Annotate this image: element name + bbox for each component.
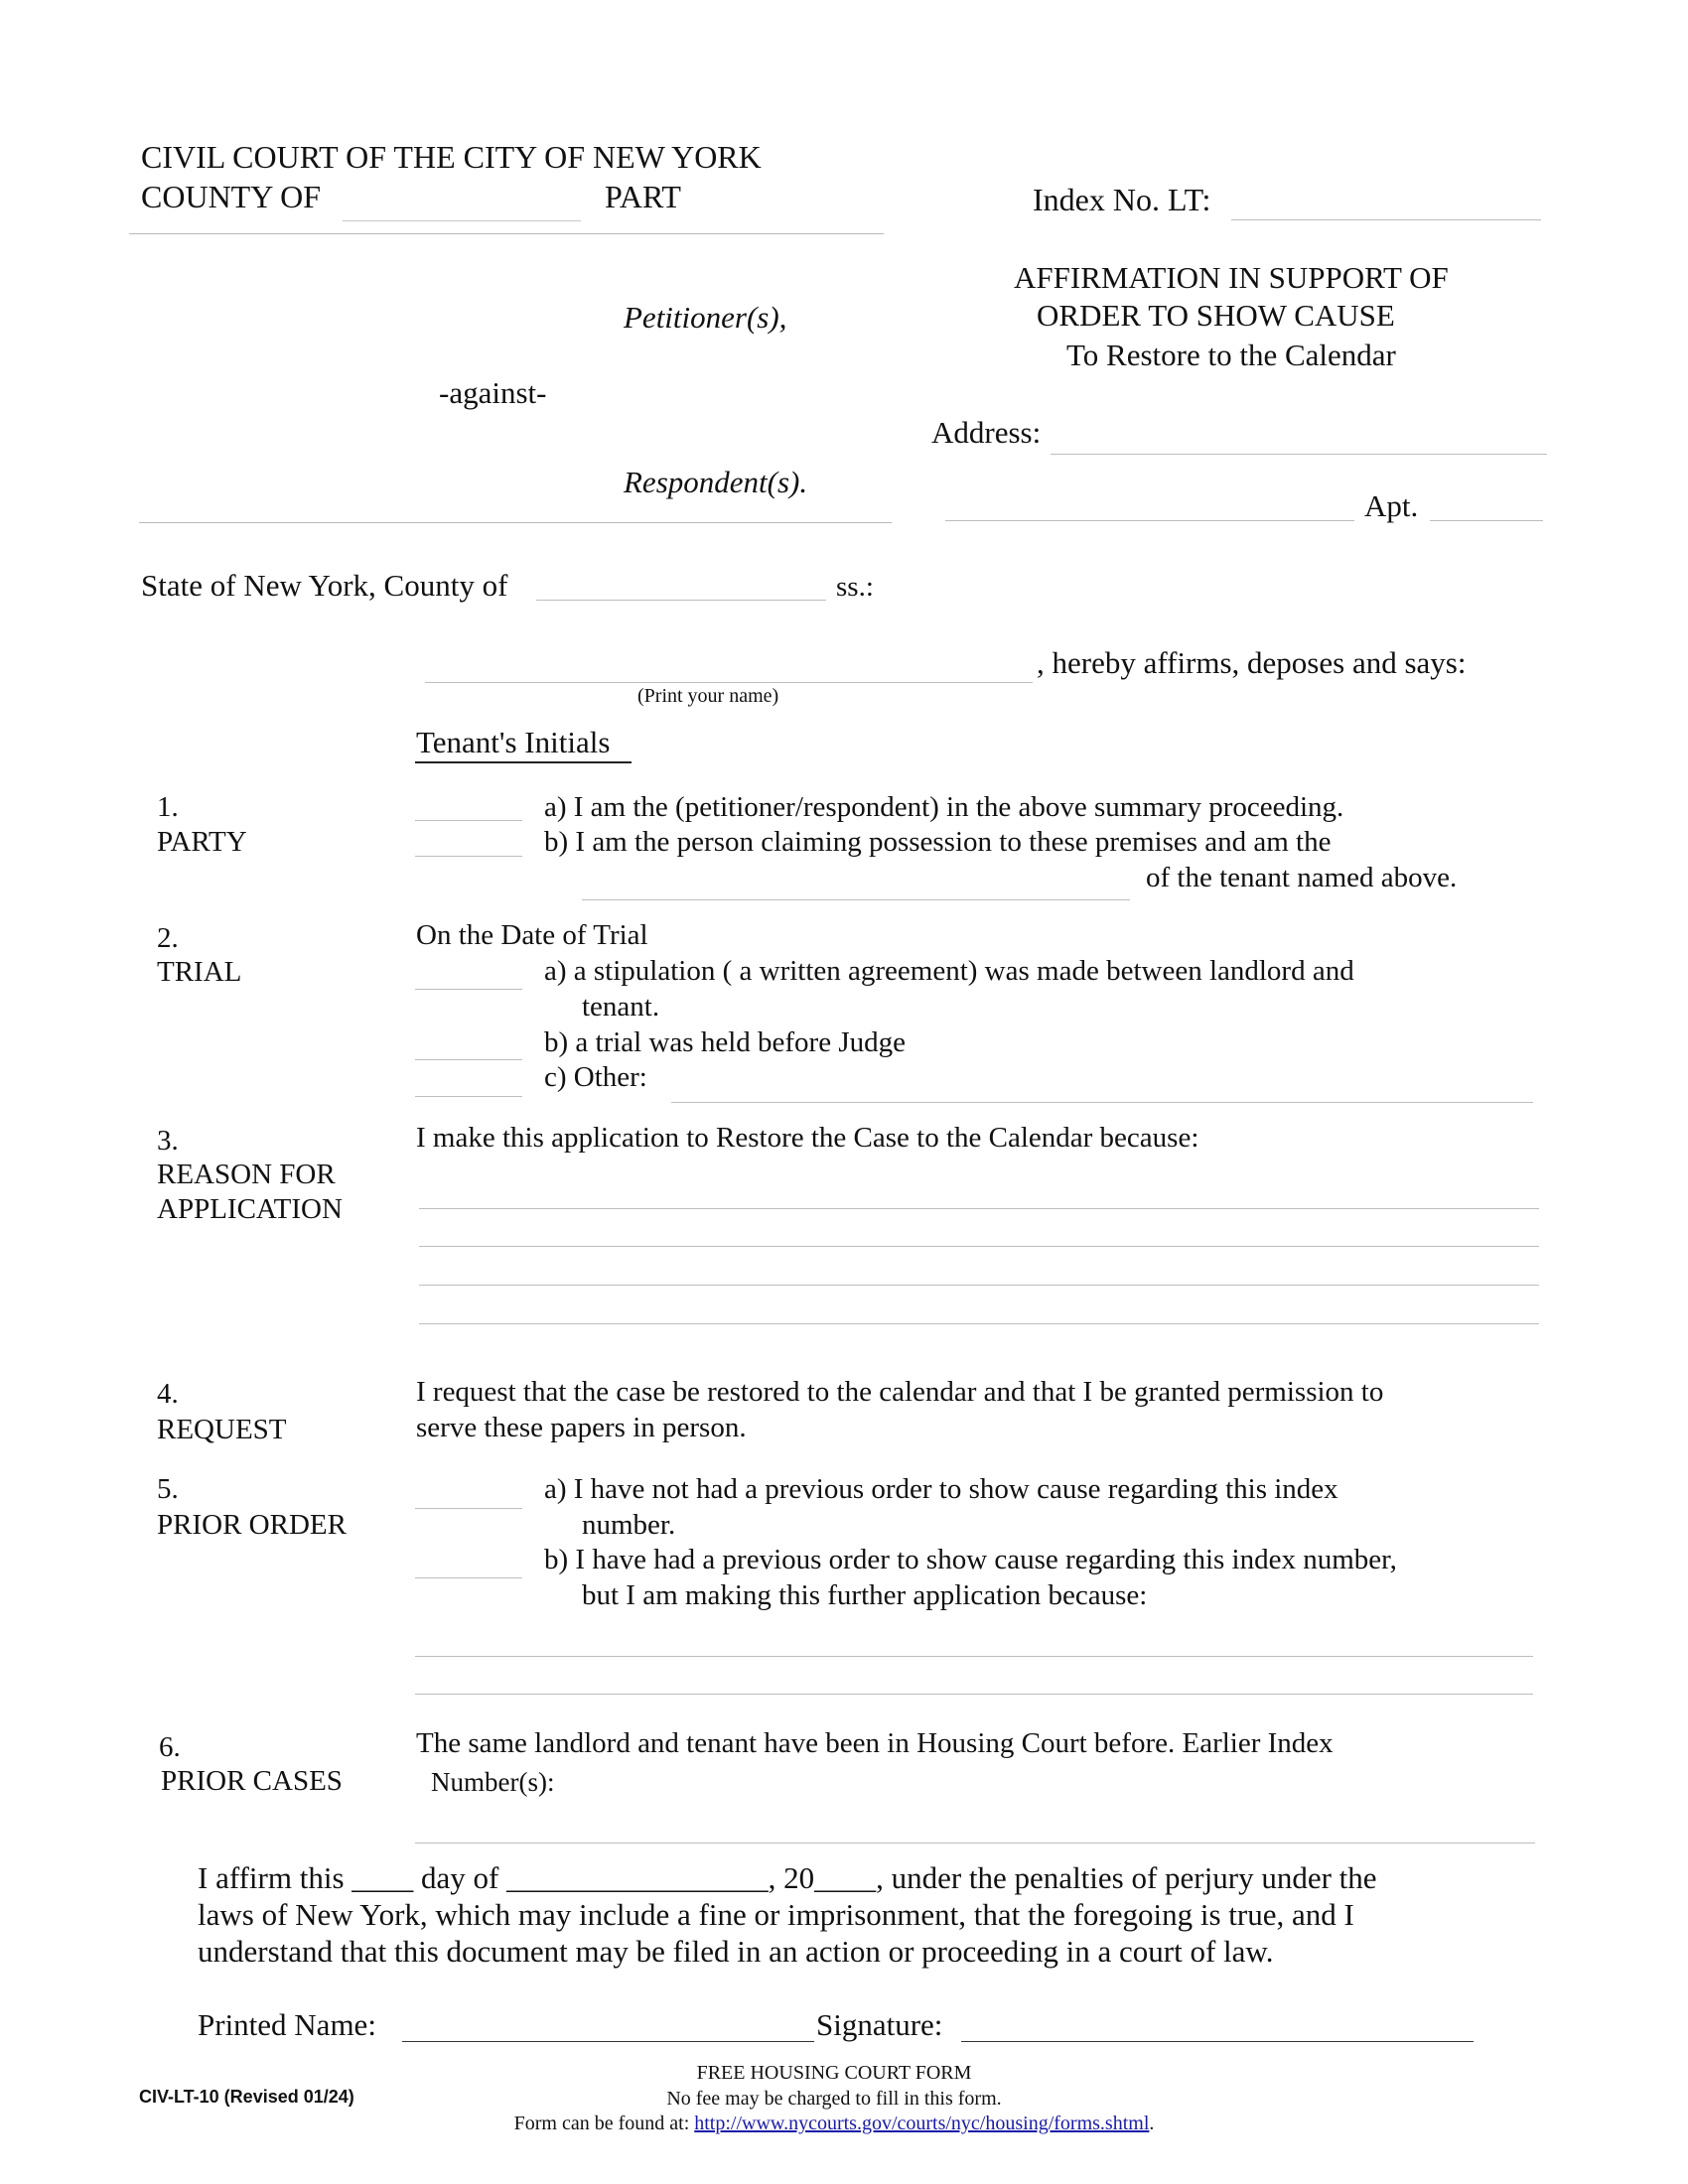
caption-divider bbox=[139, 522, 892, 523]
section-5-title: PRIOR ORDER bbox=[157, 1509, 347, 1541]
signature-label: Signature: bbox=[816, 2007, 943, 2042]
found-at-label: Form can be found at: bbox=[513, 2113, 690, 2134]
initials-field-5a[interactable] bbox=[415, 1508, 522, 1509]
title-line-1: AFFIRMATION IN SUPPORT OF bbox=[1014, 260, 1449, 295]
index-label: Index No. LT: bbox=[1033, 182, 1211, 217]
title-line-3: To Restore to the Calendar bbox=[1066, 338, 1396, 372]
state-county-label: State of New York, County of bbox=[141, 568, 508, 603]
address-field-line-2[interactable] bbox=[945, 520, 1354, 521]
section-6-title: PRIOR CASES bbox=[161, 1765, 343, 1797]
affirm-line-1: I affirm this ____ day of _________________, 20____, under the penalties of perjury under the bbox=[198, 1860, 1377, 1895]
address-field[interactable] bbox=[1051, 454, 1547, 455]
section-2-number: 2. bbox=[157, 922, 179, 954]
prior-order-a: a) I have not had a previous order to show cause regarding this index bbox=[544, 1473, 1338, 1505]
section-4-title: REQUEST bbox=[157, 1414, 287, 1445]
initials-field-1a[interactable] bbox=[415, 820, 522, 821]
initials-field-2c[interactable] bbox=[415, 1096, 522, 1097]
section-5-number: 5. bbox=[157, 1473, 179, 1505]
section-1-title: PARTY bbox=[157, 826, 247, 858]
prior-cases-line-1: The same landlord and tenant have been in Housing Court before. Earlier Index bbox=[416, 1727, 1334, 1759]
affirms-text: , hereby affirms, deposes and says: bbox=[1037, 645, 1467, 680]
initials-field-2b[interactable] bbox=[415, 1059, 522, 1060]
initials-heading-underline bbox=[415, 761, 632, 763]
trial-option-b: b) a trial was held before Judge bbox=[544, 1026, 906, 1058]
trial-other-field[interactable] bbox=[671, 1102, 1533, 1103]
against-label: -against- bbox=[439, 375, 547, 410]
trial-intro: On the Date of Trial bbox=[416, 919, 648, 951]
footer-period: . bbox=[1149, 2113, 1155, 2134]
respondent-label: Respondent(s). bbox=[624, 465, 808, 499]
trial-option-a-cont: tenant. bbox=[582, 991, 660, 1023]
ss-label: ss.: bbox=[836, 571, 874, 603]
free-form-note: FREE HOUSING COURT FORM bbox=[696, 2062, 972, 2084]
trial-option-c: c) Other: bbox=[544, 1061, 647, 1093]
trial-option-a: a) a stipulation ( a written agreement) was made between landlord and bbox=[544, 955, 1354, 987]
affiant-name-field[interactable] bbox=[425, 682, 1033, 683]
venue-county-field[interactable] bbox=[536, 600, 826, 601]
court-name: CIVIL COURT OF THE CITY OF NEW YORK bbox=[141, 139, 762, 175]
prior-order-b-cont: but I am making this further application because: bbox=[582, 1579, 1148, 1611]
section-4-number: 4. bbox=[157, 1378, 179, 1410]
prior-order-a-cont: number. bbox=[582, 1509, 676, 1541]
address-label: Address: bbox=[931, 415, 1042, 450]
section-2-title: TRIAL bbox=[157, 956, 242, 988]
index-number-field[interactable] bbox=[1231, 219, 1541, 220]
request-line-1: I request that the case be restored to the calendar and that I be granted permission to bbox=[416, 1376, 1384, 1408]
forms-url-link[interactable]: http://www.nycourts.gov/courts/nyc/housing/forms.shtml bbox=[694, 2113, 1150, 2134]
section-3-title-1: REASON FOR bbox=[157, 1159, 336, 1190]
signature-field[interactable] bbox=[961, 2041, 1474, 2042]
prior-order-reason-line-2[interactable] bbox=[415, 1694, 1533, 1695]
initials-heading: Tenant's Initials bbox=[416, 725, 611, 759]
prior-order-reason-line-1[interactable] bbox=[415, 1656, 1533, 1657]
form-location bbox=[0, 2113, 1668, 2135]
header-divider bbox=[129, 233, 884, 234]
printed-name-label: Printed Name: bbox=[198, 2007, 376, 2042]
initials-field-5b[interactable] bbox=[415, 1577, 522, 1578]
request-line-2: serve these papers in person. bbox=[416, 1412, 747, 1443]
apt-field[interactable] bbox=[1430, 520, 1543, 521]
party-option-b: b) I am the person claiming possession to these premises and am the bbox=[544, 826, 1332, 858]
county-field[interactable] bbox=[343, 220, 581, 221]
county-label: COUNTY OF bbox=[141, 179, 322, 214]
printed-name-field[interactable] bbox=[402, 2041, 814, 2042]
initials-field-1b[interactable] bbox=[415, 856, 522, 857]
relationship-field[interactable] bbox=[582, 899, 1130, 900]
party-option-a: a) I am the (petitioner/respondent) in the above summary proceeding. bbox=[544, 791, 1344, 823]
prior-cases-line-2: Number(s): bbox=[431, 1767, 555, 1797]
reason-line-1[interactable] bbox=[419, 1208, 1539, 1209]
affirm-line-2: laws of New York, which may include a fine or imprisonment, that the foregoing is true, and I bbox=[198, 1897, 1354, 1932]
party-option-b-cont: of the tenant named above. bbox=[1146, 862, 1458, 893]
reason-line-4[interactable] bbox=[419, 1323, 1539, 1324]
title-line-2: ORDER TO SHOW CAUSE bbox=[1037, 298, 1395, 333]
apt-label: Apt. bbox=[1364, 488, 1419, 523]
section-3-title-2: APPLICATION bbox=[157, 1193, 343, 1225]
prior-order-b: b) I have had a previous order to show cause regarding this index number, bbox=[544, 1544, 1397, 1575]
section-6-number: 6. bbox=[159, 1731, 181, 1763]
section-3-number: 3. bbox=[157, 1125, 179, 1157]
petitioner-label: Petitioner(s), bbox=[624, 300, 787, 335]
reason-line-2[interactable] bbox=[419, 1246, 1539, 1247]
print-name-hint: (Print your name) bbox=[637, 685, 779, 707]
part-label: PART bbox=[605, 179, 681, 214]
initials-field-2a[interactable] bbox=[415, 989, 522, 990]
no-fee-note: No fee may be charged to fill in this form. bbox=[666, 2088, 1002, 2110]
affirm-line-3: understand that this document may be filed in an action or proceeding in a court of law. bbox=[198, 1934, 1274, 1969]
form-id: CIV-LT-10 (Revised 01/24) bbox=[139, 2087, 354, 2107]
reason-text: I make this application to Restore the Case to the Calendar because: bbox=[416, 1122, 1199, 1154]
reason-line-3[interactable] bbox=[419, 1285, 1539, 1286]
section-1-number: 1. bbox=[157, 791, 179, 823]
